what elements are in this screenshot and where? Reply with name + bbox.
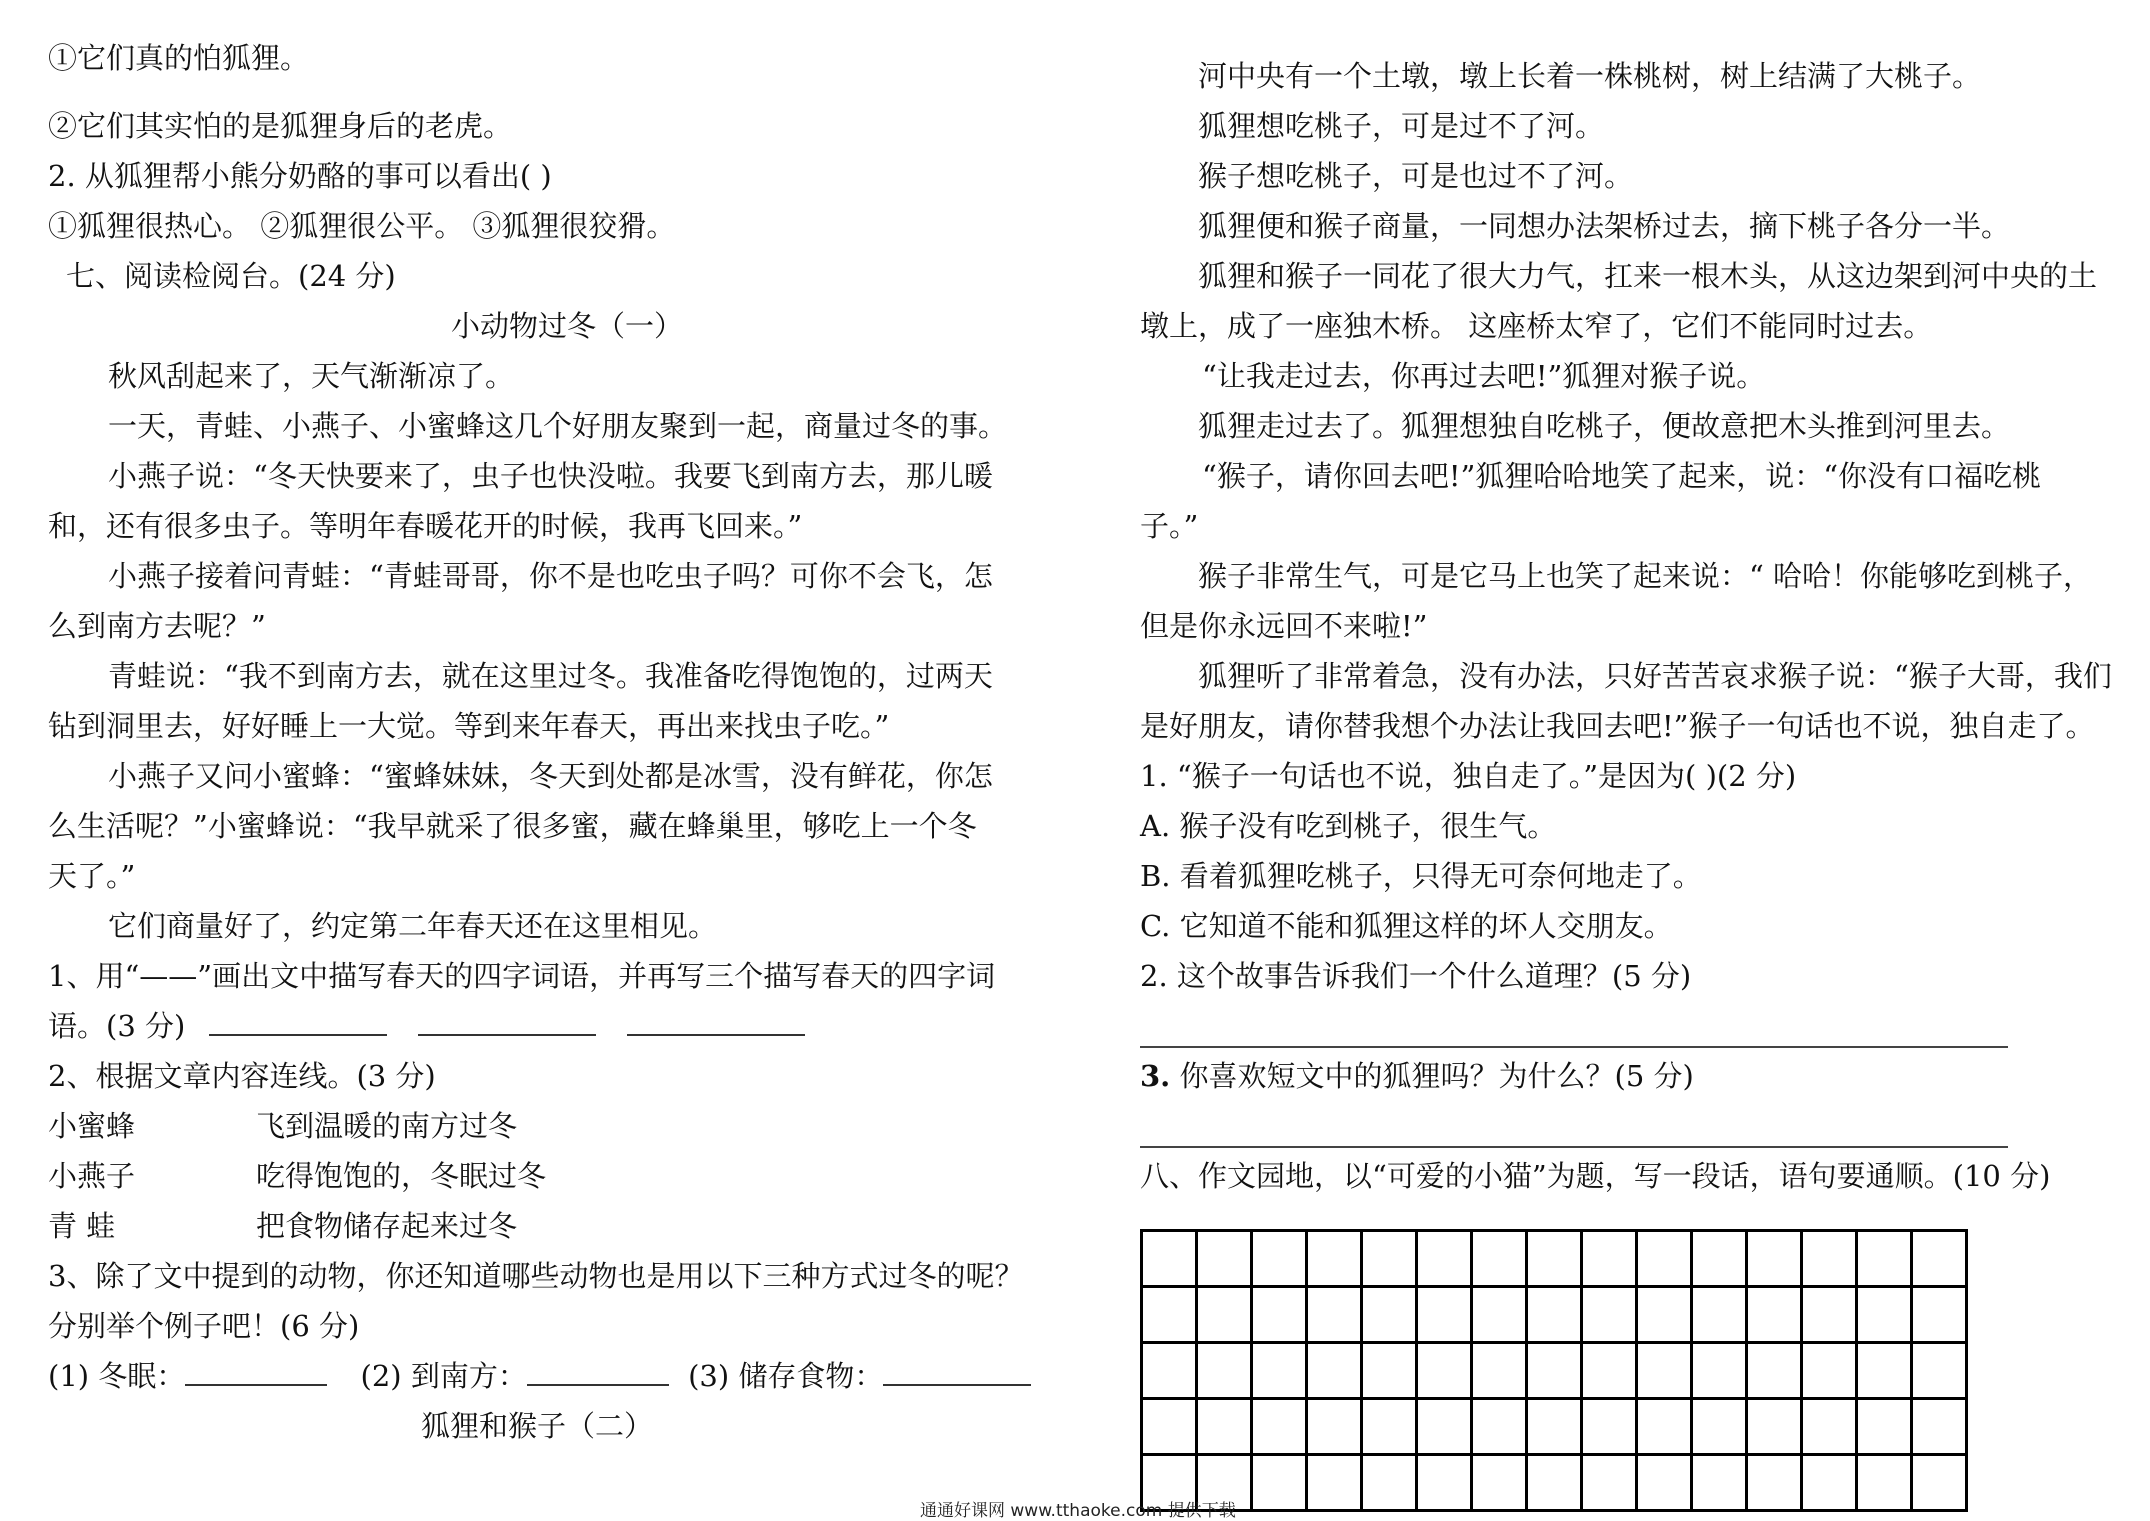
grid-cell[interactable] [1582, 1343, 1637, 1399]
grid-cell[interactable] [1142, 1287, 1197, 1343]
grid-row [1142, 1287, 1967, 1343]
grid-cell[interactable] [1252, 1231, 1307, 1287]
grid-cell[interactable] [1197, 1343, 1252, 1399]
story-1-paragraph-3-line-2: 和，还有很多虫子。等明年春暖花开的时候，我再飞回来。” [48, 509, 803, 543]
q3-store-food-label: (3) 储存食物： [688, 1359, 884, 1393]
composition-grid[interactable] [1140, 1229, 1968, 1512]
grid-cell[interactable] [1802, 1287, 1857, 1343]
story-2-line-14: 是好朋友，请你替我想个办法让我回去吧!”猴子一句话也不说，独自走了。 [1140, 709, 2095, 743]
grid-cell[interactable] [1252, 1455, 1307, 1511]
q3-hibernate-label: (1) 冬眠： [48, 1359, 186, 1393]
grid-cell[interactable] [1362, 1287, 1417, 1343]
grid-cell[interactable] [1912, 1231, 1967, 1287]
grid-cell[interactable] [1747, 1455, 1802, 1511]
grid-row [1142, 1399, 1967, 1455]
story-2-title: 狐狸和猴子（二） [421, 1409, 654, 1443]
match-right-item: 把食物储存起来过冬 [256, 1209, 518, 1243]
section-8-heading: 八、作文园地，以“可爱的小猫”为题，写一段话，语句要通顺。(10 分) [1140, 1159, 2051, 1193]
story-2-line-11: 猴子非常生气，可是它马上也笑了起来说：“ 哈哈！你能够吃到桃子， [1198, 559, 2093, 593]
grid-cell[interactable] [1472, 1231, 1527, 1287]
question-1-line-2 [48, 1008, 805, 1044]
grid-cell[interactable] [1637, 1287, 1692, 1343]
q6-option-1: ①它们真的怕狐狸。 [48, 41, 310, 75]
answer-blank[interactable] [418, 1008, 596, 1036]
match-left-item: 小蜜蜂 [48, 1109, 136, 1143]
answer-blank[interactable] [527, 1358, 669, 1386]
grid-cell[interactable] [1252, 1287, 1307, 1343]
grid-cell[interactable] [1857, 1455, 1912, 1511]
grid-cell[interactable] [1472, 1455, 1527, 1511]
grid-cell[interactable] [1802, 1455, 1857, 1511]
grid-cell[interactable] [1527, 1455, 1582, 1511]
grid-cell[interactable] [1857, 1399, 1912, 1455]
story-2-line-7: “让我走过去，你再过去吧!”狐狸对猴子说。 [1202, 359, 1766, 393]
grid-cell[interactable] [1857, 1231, 1912, 1287]
q6-question-2: 2. 从狐狸帮小熊分奶酪的事可以看出( ) [48, 159, 552, 193]
grid-cell[interactable] [1747, 1287, 1802, 1343]
story-1-paragraph-6-line-3: 天了。” [48, 859, 136, 893]
story-1-paragraph-1: 秋风刮起来了，天气渐渐凉了。 [108, 359, 515, 393]
grid-cell[interactable] [1197, 1287, 1252, 1343]
grid-cell[interactable] [1362, 1455, 1417, 1511]
grid-cell[interactable] [1307, 1399, 1362, 1455]
story-2-line-2: 狐狸想吃桃子，可是过不了河。 [1198, 109, 1605, 143]
story-2-line-5: 狐狸和猴子一同花了很大力气，扛来一根木头，从这边架到河中央的土 [1198, 259, 2098, 293]
grid-cell[interactable] [1692, 1399, 1747, 1455]
grid-cell[interactable] [1472, 1343, 1527, 1399]
grid-cell[interactable] [1307, 1343, 1362, 1399]
answer-blank[interactable] [209, 1008, 387, 1036]
grid-cell[interactable] [1582, 1399, 1637, 1455]
grid-cell[interactable] [1527, 1231, 1582, 1287]
grid-cell[interactable] [1692, 1287, 1747, 1343]
grid-cell[interactable] [1637, 1231, 1692, 1287]
grid-cell[interactable] [1527, 1287, 1582, 1343]
grid-cell[interactable] [1912, 1455, 1967, 1511]
grid-cell[interactable] [1637, 1399, 1692, 1455]
q6-question-2-options: ①狐狸很热心。 ②狐狸很公平。 ③狐狸很狡猾。 [48, 209, 676, 243]
question-3-answers [48, 1358, 1031, 1394]
grid-cell[interactable] [1417, 1399, 1472, 1455]
story-2-line-1: 河中央有一个土墩，墩上长着一株桃树，树上结满了大桃子。 [1198, 59, 1982, 93]
grid-cell[interactable] [1472, 1287, 1527, 1343]
grid-cell[interactable] [1307, 1287, 1362, 1343]
grid-cell[interactable] [1362, 1343, 1417, 1399]
story-2-line-8: 狐狸走过去了。狐狸想独自吃桃子，便故意把木头推到河里去。 [1198, 409, 2011, 443]
grid-cell[interactable] [1802, 1343, 1857, 1399]
q6-option-2: ②它们其实怕的是狐狸身后的老虎。 [48, 109, 513, 143]
story-2-line-12: 但是你永远回不来啦!” [1140, 609, 1428, 643]
story-1-paragraph-2: 一天，青蛙、小燕子、小蜜蜂这几个好朋友聚到一起，商量过冬的事。 [108, 409, 1008, 443]
story-2-line-6: 墩上，成了一座独木桥。 这座桥太窄了，它们不能同时过去。 [1140, 309, 1933, 343]
right-question-2: 2. 这个故事告诉我们一个什么道理？(5 分) [1140, 959, 1692, 993]
grid-cell[interactable] [1747, 1343, 1802, 1399]
answer-line[interactable] [1140, 1146, 2008, 1148]
story-1-paragraph-6-line-2: 么生活呢？”小蜜蜂说：“我早就采了很多蜜，藏在蜂巢里，够吃上一个冬 [48, 809, 977, 843]
answer-blank[interactable] [883, 1358, 1031, 1386]
grid-cell[interactable] [1197, 1231, 1252, 1287]
grid-row [1142, 1343, 1967, 1399]
question-3-line-2: 分别举个例子吧！(6 分) [48, 1309, 360, 1343]
grid-cell[interactable] [1417, 1231, 1472, 1287]
grid-cell[interactable] [1417, 1287, 1472, 1343]
grid-cell[interactable] [1472, 1399, 1527, 1455]
grid-cell[interactable] [1142, 1231, 1197, 1287]
grid-cell[interactable] [1912, 1399, 1967, 1455]
right-question-1-option-b: B. 看着狐狸吃桃子，只得无可奈何地走了。 [1140, 859, 1702, 893]
story-1-title: 小动物过冬（一） [451, 309, 684, 343]
answer-line[interactable] [1140, 1046, 2008, 1048]
match-right-item: 飞到温暖的南方过冬 [256, 1109, 518, 1143]
grid-cell[interactable] [1252, 1343, 1307, 1399]
story-2-line-10: 子。” [1140, 509, 1199, 543]
grid-cell[interactable] [1637, 1343, 1692, 1399]
grid-cell[interactable] [1747, 1231, 1802, 1287]
grid-cell[interactable] [1692, 1455, 1747, 1511]
right-question-3 [1140, 1058, 1694, 1094]
grid-row [1142, 1231, 1967, 1287]
answer-blank[interactable] [185, 1358, 327, 1386]
story-1-paragraph-4-line-2: 么到南方去呢？” [48, 609, 266, 643]
grid-cell[interactable] [1142, 1399, 1197, 1455]
grid-cell[interactable] [1802, 1399, 1857, 1455]
match-left-item: 小燕子 [48, 1159, 136, 1193]
question-3-line-1: 3、除了文中提到的动物，你还知道哪些动物也是用以下三种方式过冬的呢？ [48, 1259, 1024, 1293]
match-right-item: 吃得饱饱的，冬眠过冬 [256, 1159, 547, 1193]
story-2-line-3: 猴子想吃桃子，可是也过不了河。 [1198, 159, 1634, 193]
story-1-paragraph-3-line-1: 小燕子说：“冬天快要来了，虫子也快没啦。我要飞到南方去，那儿暖 [108, 459, 993, 493]
grid-cell[interactable] [1637, 1455, 1692, 1511]
grid-cell[interactable] [1912, 1287, 1967, 1343]
answer-blank[interactable] [627, 1008, 805, 1036]
grid-cell[interactable] [1417, 1343, 1472, 1399]
grid-cell[interactable] [1307, 1455, 1362, 1511]
grid-cell[interactable] [1857, 1343, 1912, 1399]
right-question-1: 1. “猴子一句话也不说，独自走了。”是因为( )(2 分) [1140, 759, 1797, 793]
grid-cell[interactable] [1582, 1287, 1637, 1343]
story-2-line-9: “猴子，请你回去吧!”狐狸哈哈地笑了起来，说：“你没有口福吃桃 [1202, 459, 2042, 493]
section-7-heading: 七、阅读检阅台。(24 分) [66, 259, 396, 293]
grid-cell[interactable] [1802, 1231, 1857, 1287]
grid-cell[interactable] [1362, 1399, 1417, 1455]
story-2-line-4: 狐狸便和猴子商量，一同想办法架桥过去，摘下桃子各分一半。 [1198, 209, 2011, 243]
right-question-3-number: 3. [1140, 1059, 1171, 1093]
match-left-item: 青 蛙 [48, 1209, 116, 1243]
question-2: 2、根据文章内容连线。(3 分) [48, 1059, 436, 1093]
story-1-paragraph-5-line-1: 青蛙说：“我不到南方去，就在这里过冬。我准备吃得饱饱的，过两天 [108, 659, 993, 693]
grid-row [1142, 1455, 1967, 1511]
grid-cell[interactable] [1692, 1231, 1747, 1287]
story-1-paragraph-6-line-1: 小燕子又问小蜜蜂：“蜜蜂妹妹，冬天到处都是冰雪，没有鲜花，你怎 [108, 759, 993, 793]
grid-cell[interactable] [1362, 1231, 1417, 1287]
question-1-prompt: 语。(3 分) [48, 1009, 186, 1043]
story-2-line-13: 狐狸听了非常着急，没有办法，只好苦苦哀求猴子说：“猴子大哥，我们 [1198, 659, 2112, 693]
right-question-3-text: 你喜欢短文中的狐狸吗？为什么？(5 分) [1170, 1059, 1694, 1093]
grid-cell[interactable] [1857, 1287, 1912, 1343]
grid-cell[interactable] [1417, 1455, 1472, 1511]
grid-cell[interactable] [1582, 1231, 1637, 1287]
grid-cell[interactable] [1582, 1455, 1637, 1511]
grid-cell[interactable] [1527, 1399, 1582, 1455]
grid-cell[interactable] [1307, 1231, 1362, 1287]
grid-cell[interactable] [1912, 1343, 1967, 1399]
grid-cell[interactable] [1527, 1343, 1582, 1399]
right-question-1-option-a: A. 猴子没有吃到桃子，很生气。 [1140, 809, 1557, 843]
grid-cell[interactable] [1252, 1399, 1307, 1455]
grid-cell[interactable] [1747, 1399, 1802, 1455]
story-1-paragraph-5-line-2: 钻到洞里去，好好睡上一大觉。等到来年春天，再出来找虫子吃。” [48, 709, 890, 743]
grid-cell[interactable] [1692, 1343, 1747, 1399]
footer-source: 通通好课网 www.tthaoke.com 提供下载 [920, 1501, 1236, 1521]
story-1-paragraph-4-line-1: 小燕子接着问青蛙：“青蛙哥哥，你不是也吃虫子吗？可你不会飞，怎 [108, 559, 993, 593]
grid-cell[interactable] [1142, 1343, 1197, 1399]
q3-south-label: (2) 到南方： [360, 1359, 527, 1393]
story-1-paragraph-7: 它们商量好了，约定第二年春天还在这里相见。 [108, 909, 718, 943]
grid-cell[interactable] [1197, 1399, 1252, 1455]
right-question-1-option-c: C. 它知道不能和狐狸这样的坏人交朋友。 [1140, 909, 1673, 943]
question-1-line-1: 1、用“——”画出文中描写春天的四字词语，并再写三个描写春天的四字词 [48, 959, 996, 993]
